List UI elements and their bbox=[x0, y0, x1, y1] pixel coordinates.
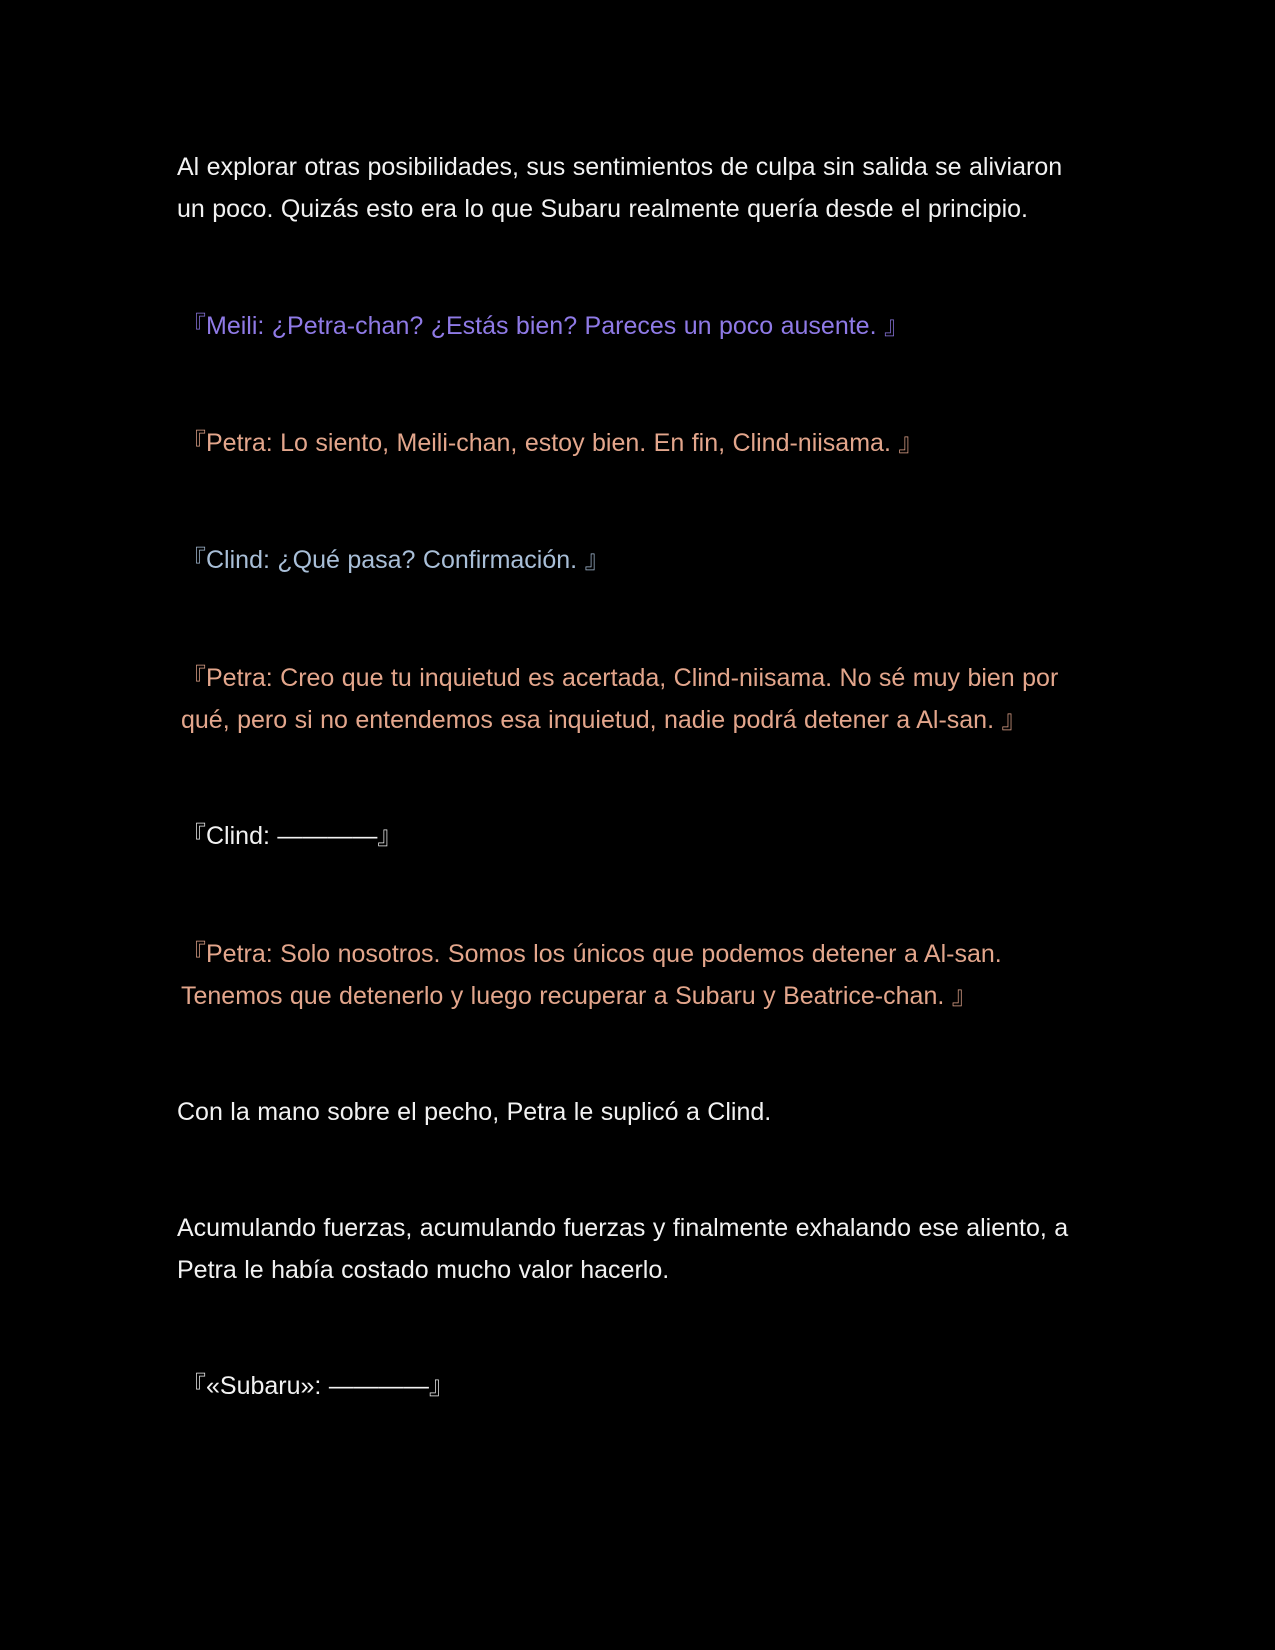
narration-paragraph: Acumulando fuerzas, acumulando fuerzas y finalmente exhalando ese aliento, a Petra le había costado mucho valor hacerlo. bbox=[177, 1214, 1069, 1284]
narration-paragraph: Con la mano sobre el pecho, Petra le suplicó a Clind. bbox=[177, 1098, 772, 1126]
dialogue-line-clind-silence: 『Clind: ————』 bbox=[181, 822, 403, 850]
dialogue-line-clind: 『Clind: ¿Qué pasa? Confirmación. 』 bbox=[181, 546, 610, 574]
dialogue-line-meili: 『Meili: ¿Petra-chan? ¿Estás bien? Pareces un poco ausente. 』 bbox=[181, 312, 909, 340]
dialogue-line-petra: 『Petra: Lo siento, Meili-chan, estoy bien. En fin, Clind-niisama. 』 bbox=[181, 429, 924, 457]
dialogue-line-petra: 『Petra: Solo nosotros. Somos los únicos que podemos detener a Al-san. Tenemos que detenerlo y luego recuperar a Subaru y Beatrice-chan. 』 bbox=[181, 940, 1002, 1010]
narration-paragraph: Al explorar otras posibilidades, sus sentimientos de culpa sin salida se aliviaron un poco. Quizás esto era lo que Subaru realmente quería desde el principio. bbox=[177, 153, 1063, 223]
document-body bbox=[177, 146, 1097, 1407]
dialogue-line-petra: 『Petra: Creo que tu inquietud es acertada, Clind-niisama. No sé muy bien por qué, pero si no entendemos esa inquietud, nadie podrá detener a Al-san. 』 bbox=[181, 664, 1059, 734]
dialogue-line-subaru-silence: 『«Subaru»: ————』 bbox=[181, 1372, 454, 1400]
